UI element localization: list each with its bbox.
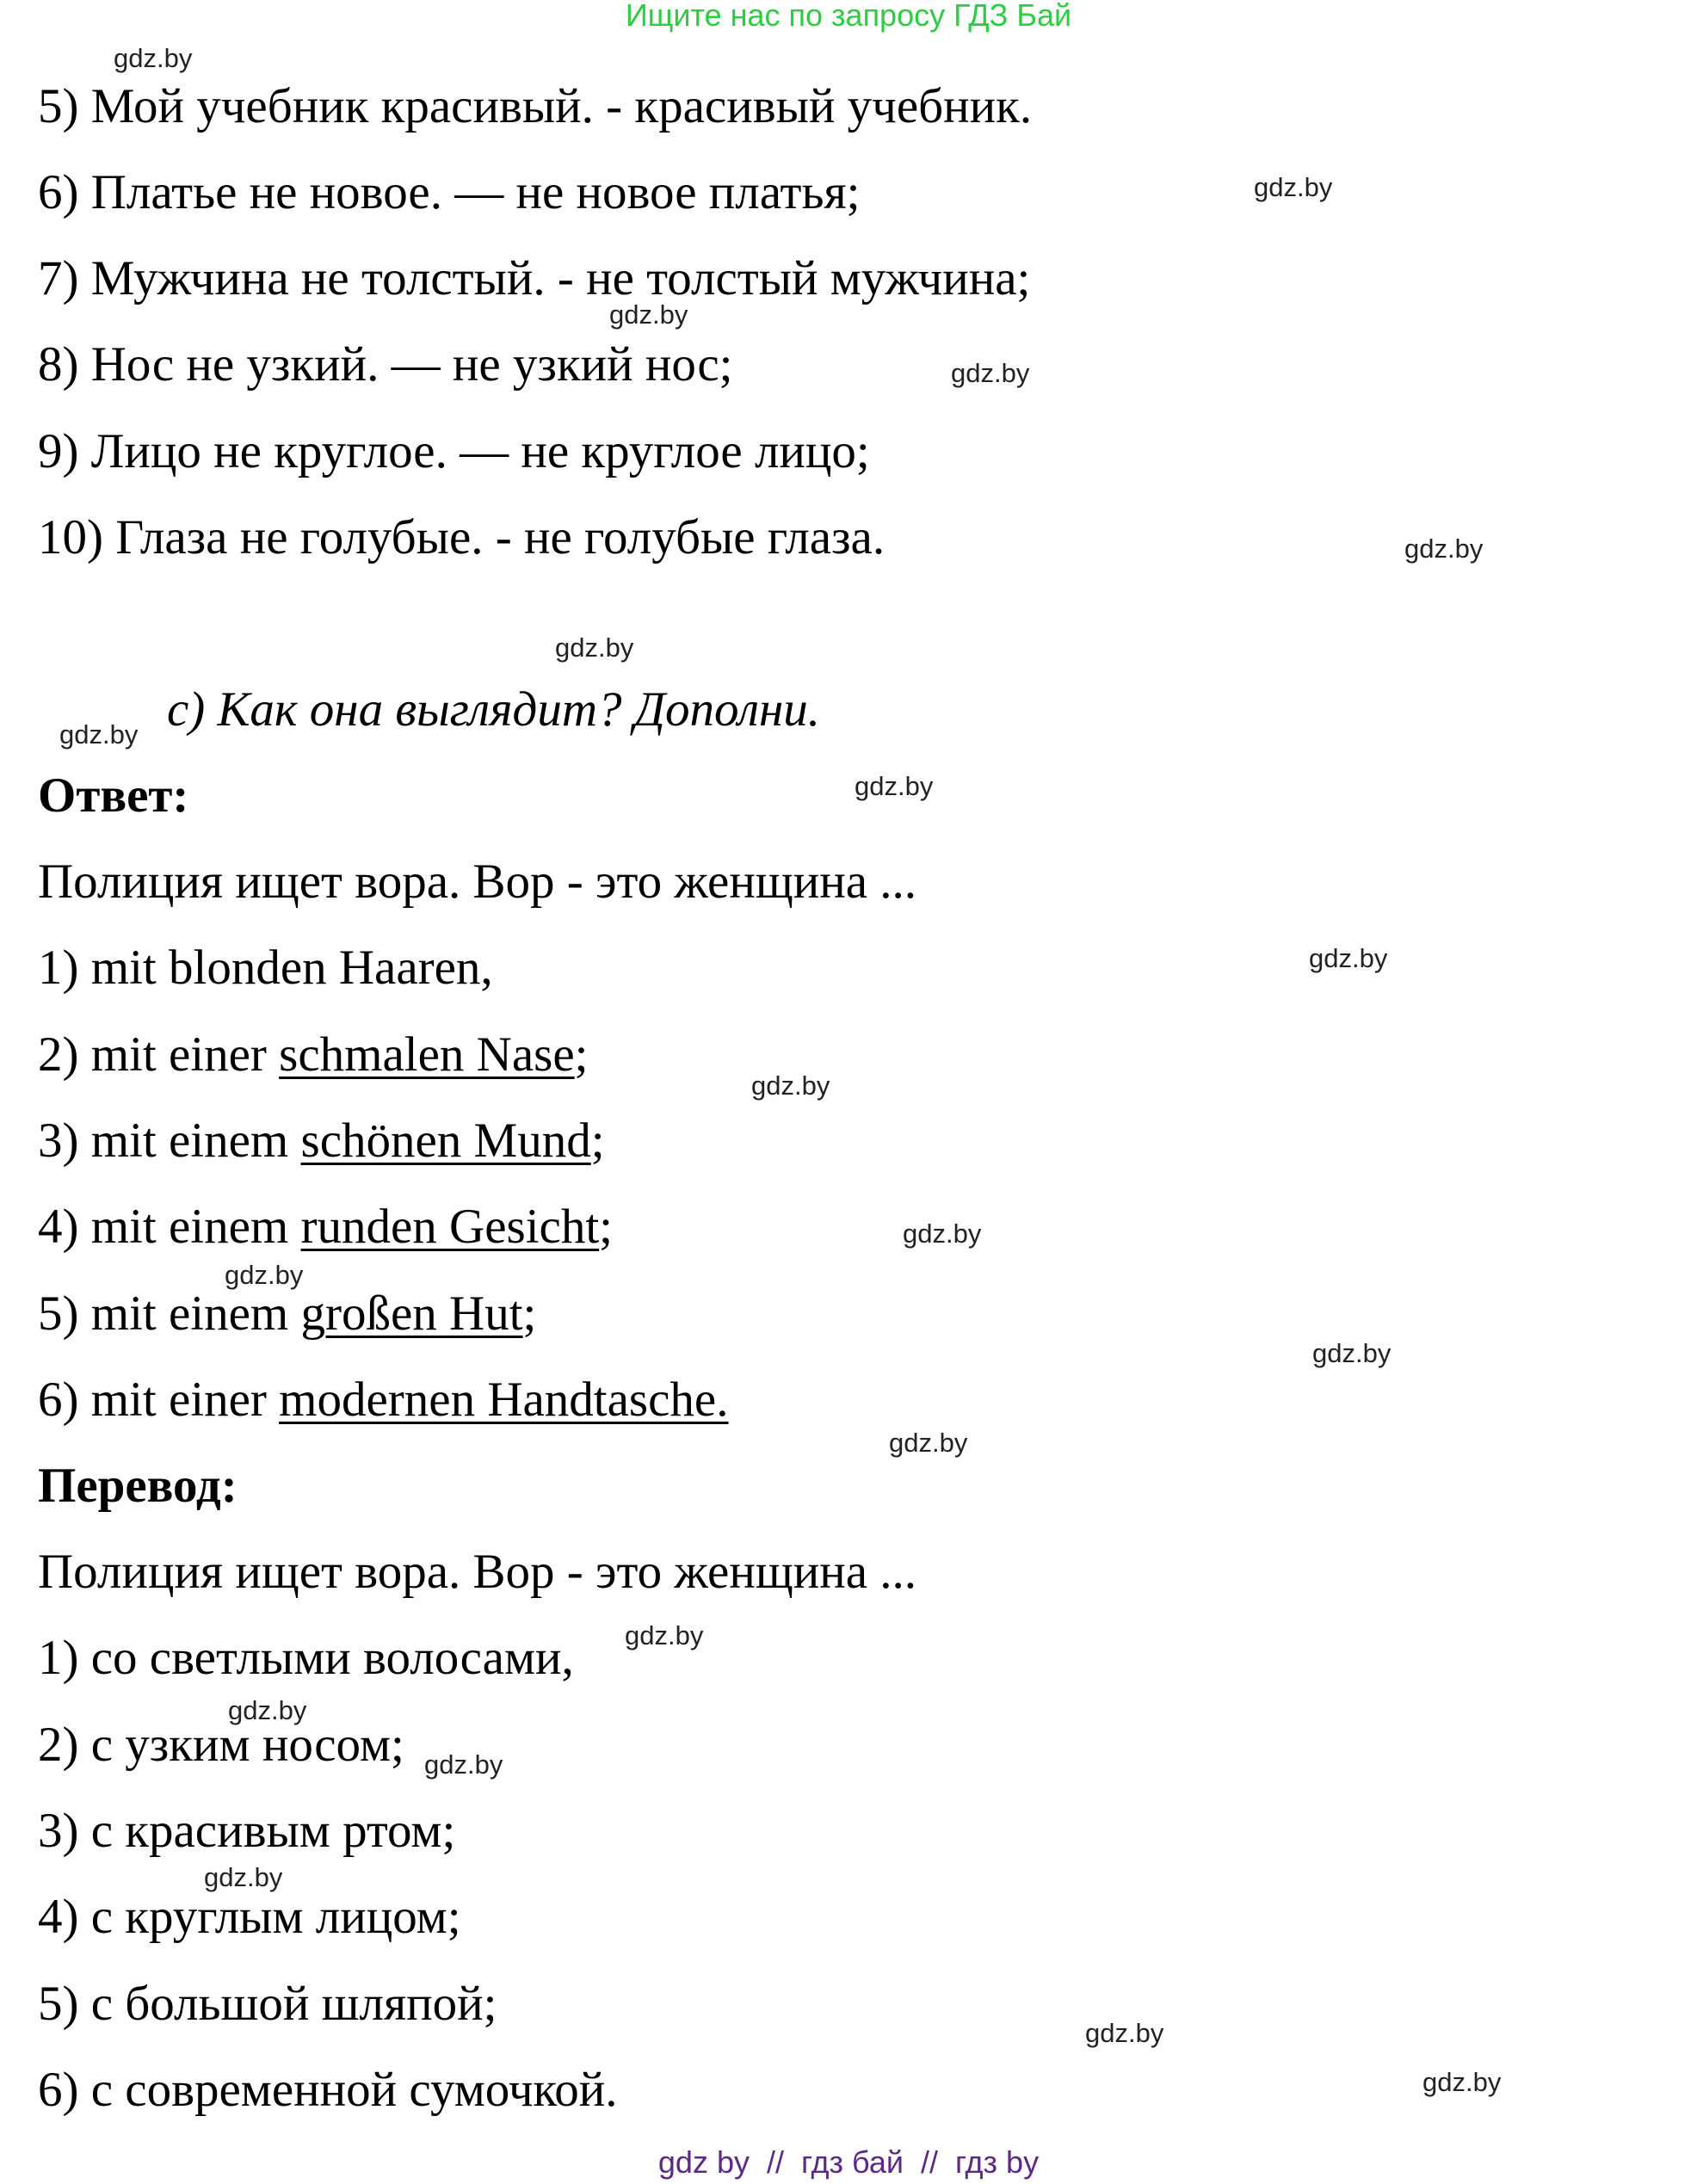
footer-separator: //: [921, 2144, 939, 2180]
watermark: gdz.by: [1312, 1338, 1392, 1368]
answer-item: [38, 1200, 614, 1254]
answer-item: [38, 941, 493, 995]
translation-item: 5) с большой шляпой;: [38, 1977, 497, 2031]
answer-intro: Полиция ищет вора. Вор - это женщина ...: [38, 854, 917, 909]
watermark: gdz.by: [114, 43, 193, 73]
watermark: gdz.by: [889, 1428, 968, 1458]
watermark: gdz.by: [59, 719, 139, 750]
answer-underlined: großen Hut: [300, 1286, 523, 1341]
answer-item: [38, 1286, 537, 1341]
footer: [0, 2144, 1697, 2180]
answer-heading: Ответ:: [38, 768, 189, 823]
list-item: 6) Платье не новое. — не новое платья;: [38, 165, 861, 219]
watermark: gdz.by: [625, 1620, 704, 1650]
answer-item-text: 4) mit einem: [38, 1200, 301, 1254]
top-banner[interactable]: [0, 0, 1697, 31]
answer-item-suffix: ;: [522, 1286, 537, 1341]
translation-intro: Полиция ищет вора. Вор - это женщина ...: [38, 1545, 917, 1599]
list-item: 9) Лицо не круглое. — не круглое лицо;: [38, 424, 870, 478]
translation-heading: Перевод:: [38, 1459, 238, 1513]
list-item: 7) Мужчина не толстый. - не толстый мужчина;: [38, 251, 1031, 305]
watermark: gdz.by: [609, 299, 688, 330]
answer-underlined: runden Gesicht: [300, 1200, 600, 1254]
task-c-heading: c) Как она выглядит? Дополни.: [167, 682, 820, 737]
answer-underlined: modernen Handtasche.: [279, 1373, 729, 1427]
watermark: gdz.by: [1309, 943, 1388, 973]
answer-item-suffix: ;: [574, 1027, 589, 1082]
answer-underlined: schönen Mund: [300, 1114, 591, 1168]
translation-item: 6) с современной сумочкой.: [38, 2063, 618, 2117]
translation-item: 4) с круглым лицом;: [38, 1890, 461, 1944]
answer-item: [38, 1373, 729, 1427]
watermark: gdz.by: [1254, 172, 1333, 202]
watermark: gdz.by: [1422, 2067, 1502, 2097]
footer-link[interactable]: гдз бай: [801, 2144, 904, 2180]
answer-item: [38, 1027, 589, 1082]
watermark: gdz.by: [225, 1260, 304, 1290]
answer-item: [38, 1114, 605, 1168]
footer-link[interactable]: гдз by: [955, 2144, 1040, 2180]
watermark: gdz.by: [951, 358, 1030, 388]
watermark: gdz.by: [555, 632, 634, 663]
watermark: gdz.by: [204, 1862, 283, 1892]
answer-underlined: schmalen Nase: [279, 1027, 575, 1082]
watermark: gdz.by: [751, 1070, 830, 1101]
list-item: 5) Мой учебник красивый. - красивый учебник.: [38, 79, 1033, 133]
translation-item: 1) со светлыми волосами,: [38, 1631, 574, 1685]
watermark: gdz.by: [228, 1695, 307, 1725]
answer-item-text: 6) mit einer: [38, 1373, 280, 1427]
watermark: gdz.by: [855, 771, 934, 801]
watermark: gdz.by: [424, 1749, 503, 1780]
answer-item-text: 1) mit blonden Haaren,: [38, 941, 493, 995]
footer-separator: //: [767, 2144, 785, 2180]
list-item: 8) Нос не узкий. — не узкий нос;: [38, 337, 733, 392]
footer-link[interactable]: gdz by: [657, 2144, 750, 2180]
translation-item: 2) с узким носом;: [38, 1718, 404, 1772]
answer-item-text: 2) mit einer: [38, 1027, 280, 1082]
list-item: 10) Глаза не голубые. - не голубые глаза.: [38, 510, 886, 565]
answer-item-text: 5) mit einem: [38, 1286, 301, 1341]
translation-item: 3) с красивым ртом;: [38, 1804, 456, 1858]
answer-item-text: 3) mit einem: [38, 1114, 301, 1168]
banner-text[interactable]: Ищите нас по запросу ГДЗ Бай: [625, 0, 1072, 33]
answer-item-suffix: ;: [590, 1114, 605, 1168]
answer-item-suffix: ;: [599, 1200, 614, 1254]
watermark: gdz.by: [1085, 2018, 1164, 2048]
watermark: gdz.by: [903, 1218, 982, 1249]
watermark: gdz.by: [1404, 534, 1484, 564]
